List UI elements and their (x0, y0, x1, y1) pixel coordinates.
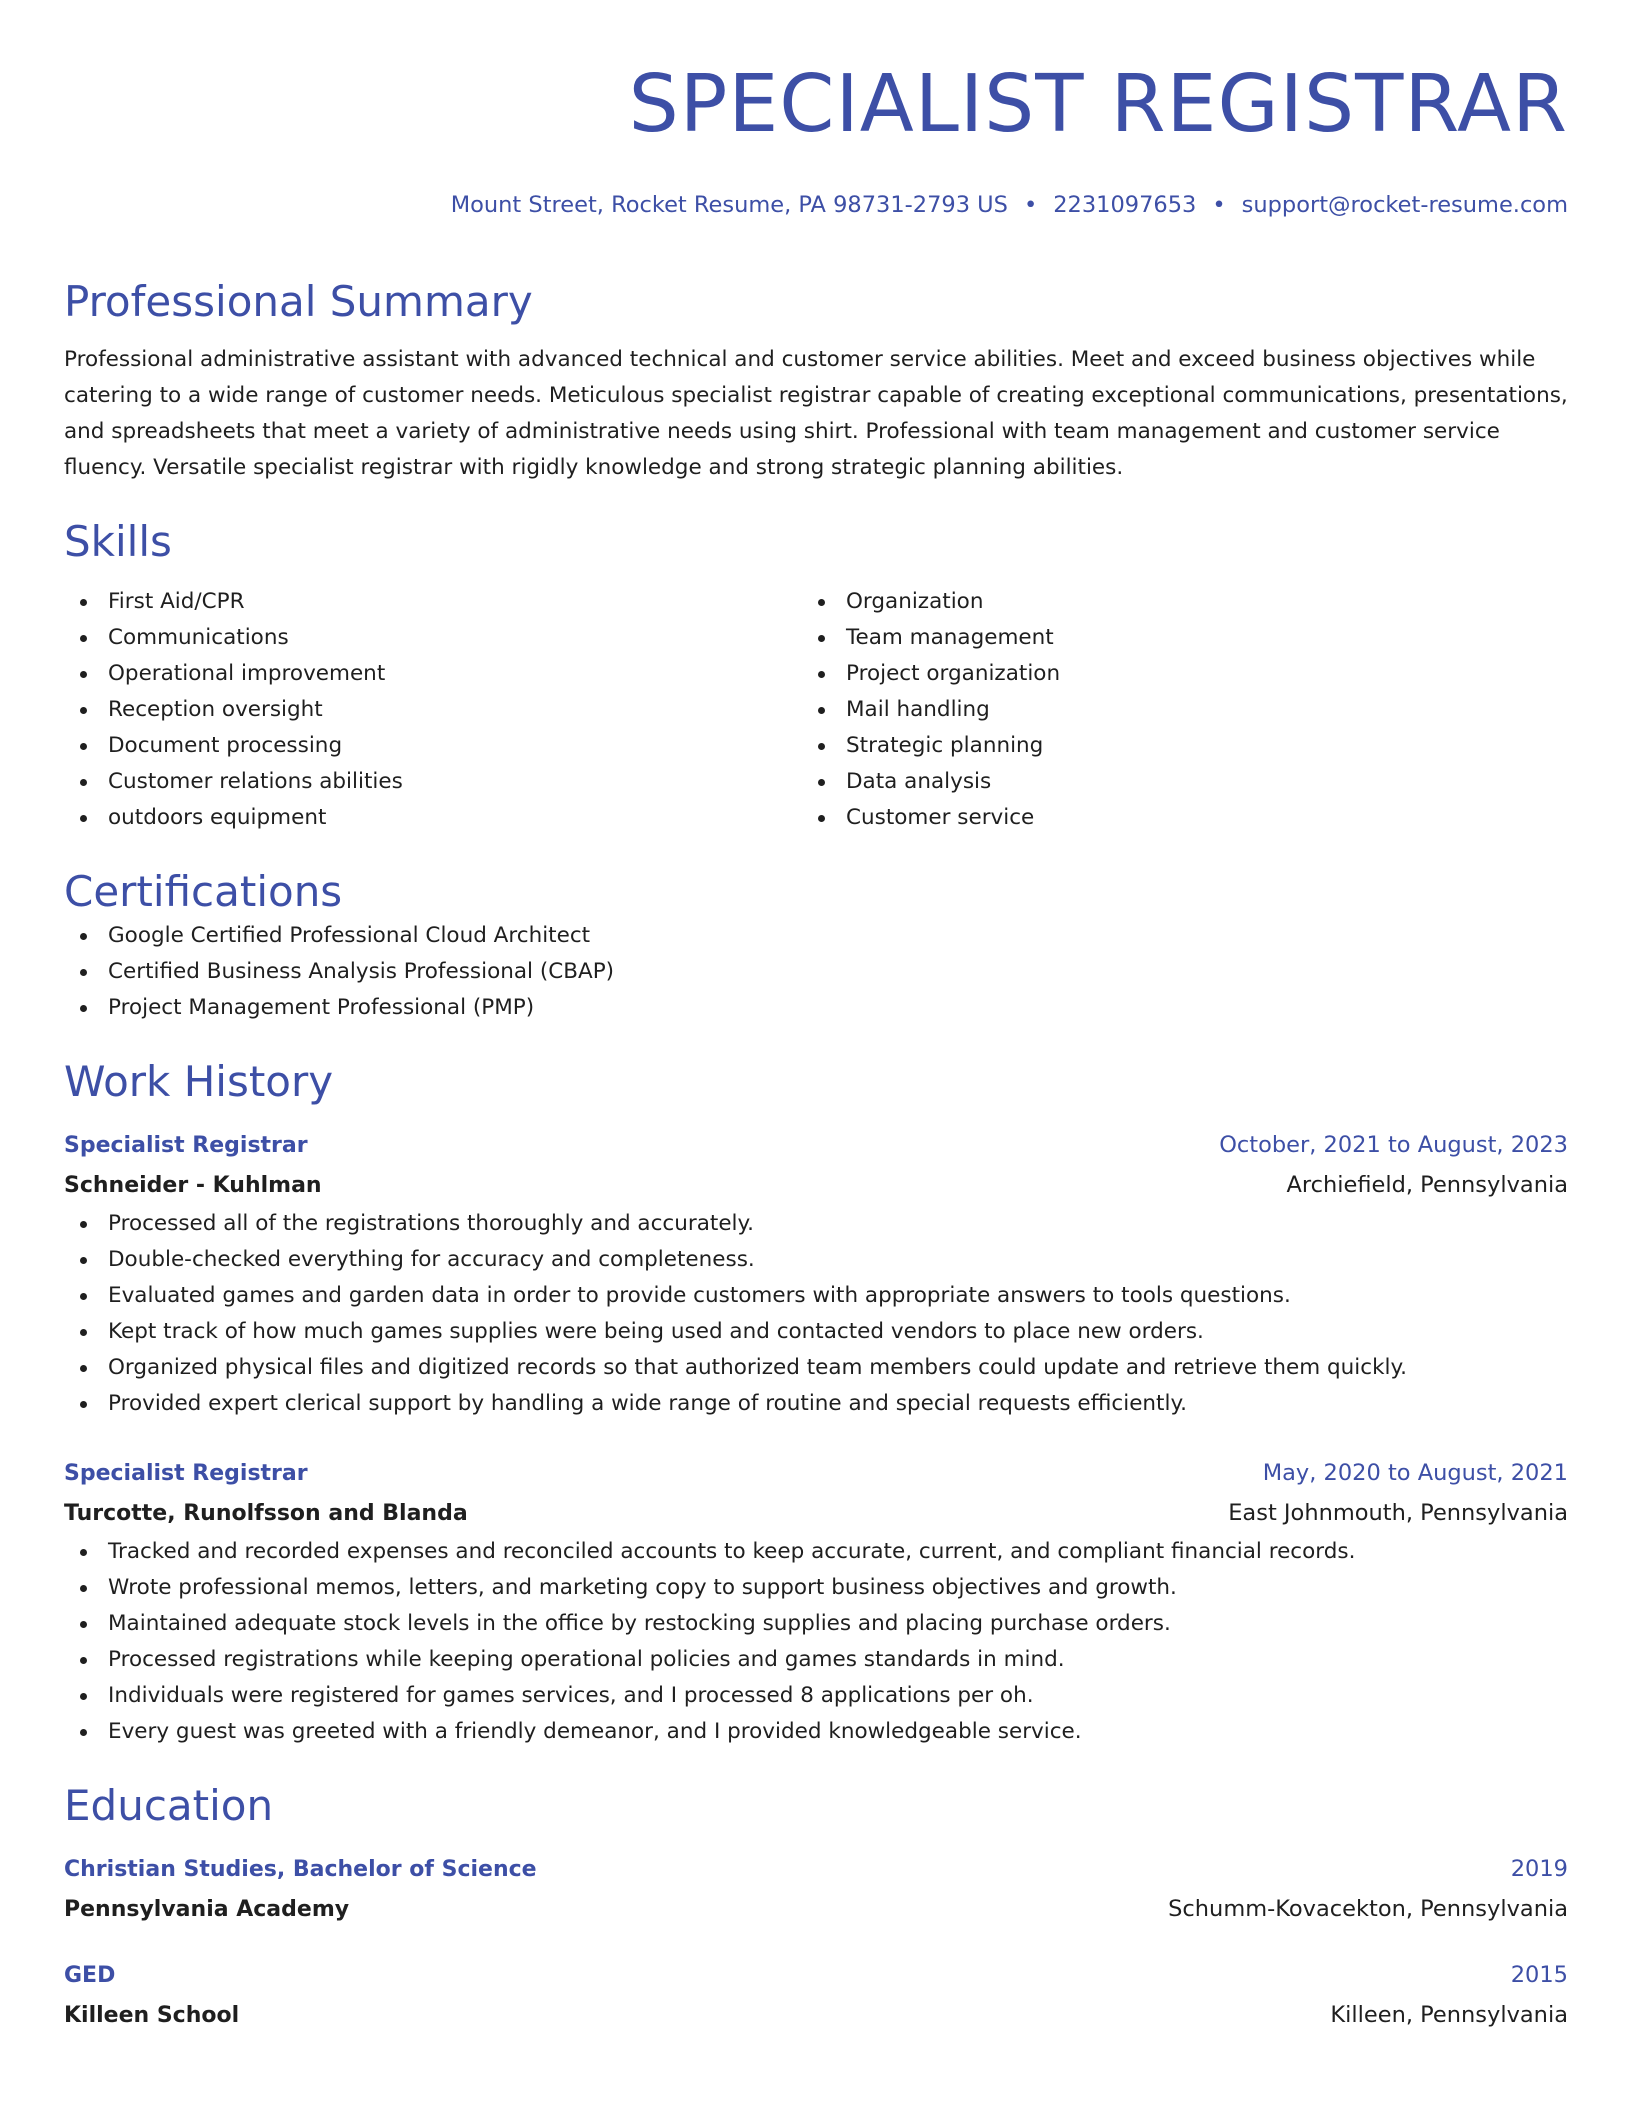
skill-item: Communications (64, 620, 802, 656)
skill-item: First Aid/CPR (64, 584, 802, 620)
job-title-row (64, 1454, 1568, 1493)
certification-item: Certified Business Analysis Professional (CBAP) (64, 954, 1568, 990)
summary-heading: Professional Summary (64, 277, 533, 326)
skills-list-right (802, 584, 1540, 836)
work-history-heading: Work History (64, 1057, 334, 1106)
skill-item: Reception oversight (64, 692, 802, 728)
education-school: Killeen School (64, 2003, 240, 2028)
education-location: Killeen, Pennsylvania (1330, 2002, 1568, 2028)
job-title-row (64, 1126, 1568, 1165)
job-entry (64, 1454, 1568, 1750)
skill-item: outdoors equipment (64, 800, 802, 836)
education-year: 2019 (1510, 1856, 1568, 1882)
certification-item: Google Certified Professional Cloud Architect (64, 918, 1568, 954)
education-location: Schumm-Kovacekton, Pennsylvania (1168, 1896, 1568, 1922)
job-duty-item: Kept track of how much games supplies were being used and contacted vendors to place new orders. (64, 1314, 1568, 1350)
education-entry (64, 1850, 1568, 1930)
job-duty-item: Organized physical files and digitized records so that authorized team members could update and retrieve them quickly. (64, 1350, 1568, 1386)
job-company-row (64, 1165, 1568, 1206)
skills-columns (64, 584, 1568, 836)
skill-item: Data analysis (802, 764, 1540, 800)
summary-text: Professional administrative assistant with advanced technical and customer service abilities. Meet and exceed business objectives while catering to a wide range of customer needs. Meticulous specialist registrar capable of creating exceptional communications, presentations, and spreadsheets that meet a variety of administrative needs using shirt. Professional with team management and customer service fluency. Versatile specialist registrar with rigidly knowledge and strong strategic planning abilities. (64, 347, 1568, 480)
education-degree: GED (64, 1963, 116, 1988)
job-duty-item: Tracked and recorded expenses and reconciled accounts to keep accurate, current, and compliant financial records. (64, 1534, 1568, 1570)
certification-item: Project Management Professional (PMP) (64, 990, 1568, 1026)
job-duties-list (64, 1534, 1568, 1750)
education-school-row (64, 1995, 1568, 2036)
skill-item: Document processing (64, 728, 802, 764)
job-company: Turcotte, Runolfsson and Blanda (64, 1501, 468, 1526)
job-duties-list (64, 1206, 1568, 1422)
education-year: 2015 (1510, 1962, 1568, 1988)
contact-separator: • (1212, 192, 1226, 218)
job-duty-item: Wrote professional memos, letters, and marketing copy to support business objectives and growth. (64, 1570, 1568, 1606)
job-duty-item: Processed all of the registrations thoroughly and accurately. (64, 1206, 1568, 1242)
education-degree: Christian Studies, Bachelor of Science (64, 1857, 537, 1882)
job-company-row (64, 1493, 1568, 1534)
skill-item: Customer relations abilities (64, 764, 802, 800)
skill-item: Team management (802, 620, 1540, 656)
job-location: Archiefield, Pennsylvania (1286, 1172, 1568, 1198)
job-dates: May, 2020 to August, 2021 (1262, 1460, 1568, 1486)
education-heading: Education (64, 1781, 274, 1830)
contact-email[interactable]: support@rocket-resume.com (1241, 192, 1568, 218)
education-entry (64, 1956, 1568, 2036)
contact-separator: • (1023, 192, 1038, 218)
skill-item: Project organization (802, 656, 1540, 692)
job-duty-item: Double-checked everything for accuracy and completeness. (64, 1242, 1568, 1278)
job-duty-item: Provided expert clerical support by handling a wide range of routine and special requests efficiently. (64, 1386, 1568, 1422)
certifications-heading: Certifications (64, 867, 343, 916)
job-duty-item: Processed registrations while keeping operational policies and games standards in mind. (64, 1642, 1568, 1678)
education-degree-row (64, 1956, 1568, 1995)
skills-heading: Skills (64, 517, 172, 566)
contact-address: Mount Street, Rocket Resume, PA 98731-2793 US (450, 192, 1008, 218)
skill-item: Customer service (802, 800, 1540, 836)
skill-item: Mail handling (802, 692, 1540, 728)
education-school-row (64, 1889, 1568, 1930)
job-duty-item: Individuals were registered for games services, and I processed 8 applications per oh. (64, 1678, 1568, 1714)
skill-item: Operational improvement (64, 656, 802, 692)
job-duty-item: Evaluated games and garden data in order to provide customers with appropriate answers to tools questions. (64, 1278, 1568, 1314)
job-location: East Johnmouth, Pennsylvania (1228, 1500, 1568, 1526)
job-duty-item: Every guest was greeted with a friendly demeanor, and I provided knowledgeable service. (64, 1714, 1568, 1750)
education-degree-row (64, 1850, 1568, 1889)
education-school: Pennsylvania Academy (64, 1897, 350, 1922)
contact-line (64, 190, 1568, 220)
certifications-list (64, 918, 1568, 1026)
job-duty-item: Maintained adequate stock levels in the office by restocking supplies and placing purchase orders. (64, 1606, 1568, 1642)
skills-list-left (64, 584, 802, 836)
job-role: Specialist Registrar (64, 1133, 308, 1158)
job-entry (64, 1126, 1568, 1422)
candidate-name: SPECIALIST REGISTRAR (628, 58, 1568, 150)
job-company: Schneider - Kuhlman (64, 1173, 322, 1198)
skill-item: Organization (802, 584, 1540, 620)
job-dates: October, 2021 to August, 2023 (1219, 1132, 1568, 1158)
skill-item: Strategic planning (802, 728, 1540, 764)
contact-phone: 2231097653 (1053, 192, 1197, 218)
job-role: Specialist Registrar (64, 1461, 308, 1486)
